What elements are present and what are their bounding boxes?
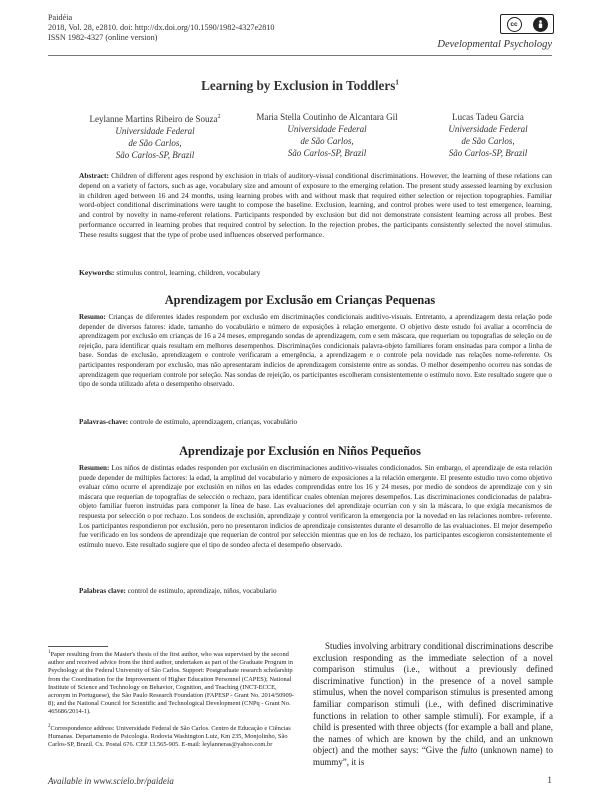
title-es: Aprendizaje por Exclusión en Niños Pequeños [179,444,421,458]
abstract-pt: Resumo: Crianças de diferentes idades respondem por exclusão em discriminações condicionais auditivo-visuais. Entretanto, a aprendizagem desta relação pode depender de diversos fatores: idade, tamanho do vocabulário e número de exposições à relação emergente. O objetivo deste estudo foi avaliar a ocorrência de aprendizagem por exclusão em crianças de 16 a 24 meses, empregando sondas de aprendizagem, com e sem máscara, que requeriam ou topografias de seleção ou de rejeição, para identificar quais resultam em melhores desempenhos. Discriminações condicionais palavra-objeto familiares foram ensinadas para compor a linha de base. Sondas de exclusão, aprendizagem e controle verificaram a emergência, a aprendizagem e o controle pela novidade nas relações nome-referente. Os participantes responderam por exclusão, mas não apresentaram indícios de aprendizagem consistente entre as sondas. O melhor desempenho ocorreu nas sondas de aprendizagem que requeriam controle por seleção. Nas sondas de rejeição, os participantes escolheram consistentemente o estímulo novo. Este resultado sugere que o tipo de sonda utilizado afeta o desempenho observado. [79,313,552,389]
keywords-en: Keywords: stimulus control, learning, children, vocabulary [79,268,261,277]
body-paragraph: Studies involving arbitrary conditional discriminations describe exclusion responding as the immediate selection of a novel comparison stimulus (i.e., without a previously defined discriminative function) in the presence of a novel sample stimulus, when the novel comparison stimulus is presented among familiar comparison stimuli (i.e., with defined discriminative functions in relation to other sample stimuli). For example, if a child is presented with three objects (for example a ball and plane, the names of which are known by the child, and an unknown object) and the mother says: “Give the fulto (unknown name) to mummy”, it is [313,641,554,767]
keywords-pt: Palavras-chave: controle de estímulo, aprendizagem, crianças, vocabulário [79,418,298,426]
paper-title: Learning by Exclusion in Toddlers$^1$ [201,78,399,93]
footnote-1: $^1$Paper resulting from the Master's thesis of the first author, who was supervised by the second author and received advice from the third author, undertaken as part of the Graduate Program in Psychology at the Federal University of São Carlos. Support: Postgraduate research scholarship from the Coordination for the Improvement of Higher Education Personnel (CAPES); National Institute of Science and Technology on Behavior, Cognition, and Teaching (INCT-ECCE, acronym in Portuguese), the São Paulo Research Foundation (FAPESP - Grant No. 2014/50909-8); and the National Council for Scientific and Technological Development (CNPq - Grant No. 465686/2014-1). [48,650,295,716]
footnote-rule [48,646,108,647]
issn: ISSN 1982-4327 (online version) [48,33,158,42]
citation-doi[interactable]: 2018, Vol. 28, e2810. doi: http://dx.doi.org/10.1590/1982-4327e2810 [48,23,275,32]
availability-link[interactable]: Available in www.scielo.br/paideia [48,776,174,786]
author-name: Leylanne Martins Ribeiro de Souza [89,114,218,124]
footnote-2: $^2$Correspondence address: Universidade Federal de São Carlos. Centro de Educação e Ciências Humanas. Departamento de Psicologia. Rodovia Washington Luiz, Km 235, Monjolinho, São Carlos-SP, Brazil. Cx. Postal 676. CEP 13.565-905. E-mail: leylanneras@yahoo.com.br [48,724,291,749]
author-name: Maria Stella Coutinho de Alcantara Gil [256,112,398,122]
author-1: Leylanne Martins Ribeiro de Souza$^2$ Universidade Federal de São Carlos, São Carlos-SP, Brazil [89,114,221,160]
title-pt: Aprendizagem por Exclusão em Crianças Pequenas [164,293,436,307]
abstract-es: Resumen: Los niños de distintas edades responden por exclusión en discriminaciones auditivo-visuales condicionados. Sin embargo, el aprendizaje de esta relación puede depender de múltiples factores: la edad, la amplitud del vocabulario y número de exposiciones a la relación emergente. El presente estudio tuvo como objetivo evaluar cómo ocurre el aprendizaje por exclusión en niños en las edades comprendidas entre los 16 y 24 meses, por medio de sondeos de aprendizaje con y sin máscara que requerían de topografías de selección o rechazo, para identificar cuales obtenían mejores desempeños. Las discriminaciones condicionadas de palabra-objeto familiar fueron instruidas para componer la línea de base. Las evaluaciones del aprendizaje ocurrían con y sin la máscara, lo que exigía mecanismos de respuesta por selección o por rechazo. Los sondeos de exclusión, aprendizaje y control verificaron la emergencia por la novedad en las relaciones nombre- referente. Los participantes respondieron por exclusión, pero no presentaron indicios de aprendizaje consistentes durante el desarrollo de las evaluaciones. El mejor desempeño fue verificado en los sondeos de aprendizaje que requerían de control por selección mientras que en los de rechazo, los participantes escogieron consistentemente el estímulo nuevo. Este resultado sugiere que el tipo de sondeo afecta el desempeño observado. [79,464,552,549]
keywords-es: Palabras clave: control de estímulo, aprendizaje, niños, vocabulario [79,587,277,595]
cc-by-license-icon[interactable] [500,14,554,34]
journal-section: Developmental Psychology [437,39,552,50]
page-number: 1 [547,776,552,786]
header-rule [48,55,552,56]
author-name: Lucas Tadeu Garcia [452,112,524,122]
author-2: Maria Stella Coutinho de Alcantara Gil Universidade Federal de São Carlos, São Carlos-SP, Brazil [242,111,412,159]
author-3: Lucas Tadeu Garcia Universidade Federal de São Carlos, São Carlos-SP, Brazil [418,111,558,159]
person-icon [533,17,548,32]
cc-icon: cc [507,17,522,32]
abstract-en: Abstract: Children of different ages respond by exclusion in trials of auditory-visual conditional discriminations. However, the learning of these relations can depend on a variety of factors, such as age, vocabulary size and amount of exposure to the emerging relation. The present study assessed learning by exclusion in children aged between 16 and 24 months, using learning probes with and without mask that required either selection or rejection topographies. Familiar word-object conditional discriminations were taught to compose the baseline. Exclusion, learning, and control probes were used to test emergence, learning, and control by novelty in name-referent relations. Participants responded by exclusion but did not demonstrate consistent learning across all probes. Best performance occurred in learning probes that required control by selection. In the rejection probes, the participants consistently selected the novel stimulus. These results suggest that the type of probe used influences observed performance. [79,171,552,239]
journal-name: Paidéia [48,13,73,22]
